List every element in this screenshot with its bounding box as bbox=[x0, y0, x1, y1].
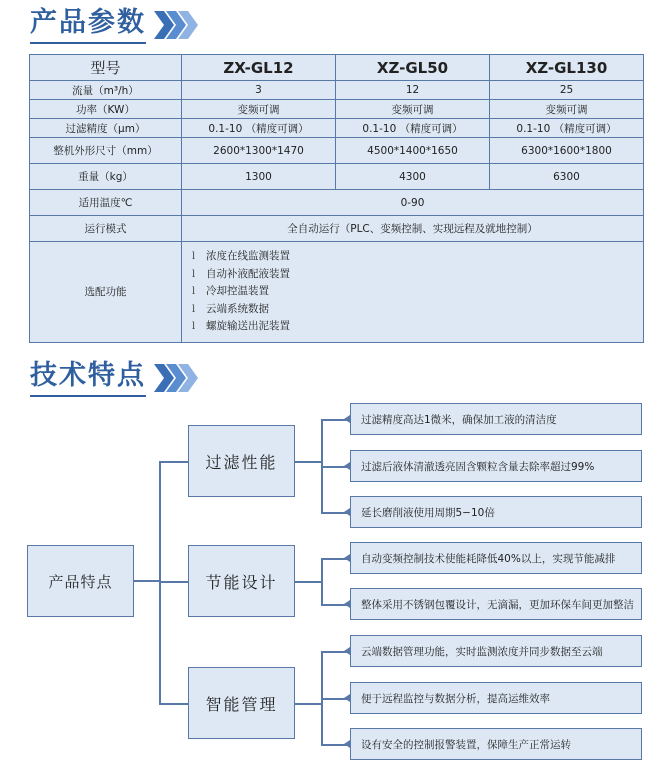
table-row bbox=[30, 216, 644, 242]
feature-item: 设有安全的控制报警装置，保障生产正常运转 bbox=[350, 728, 642, 760]
list-item bbox=[192, 283, 633, 301]
connector-line bbox=[159, 461, 161, 704]
category-node: 过滤性能 bbox=[188, 425, 295, 497]
option-text: 螺旋输送出泥装置 bbox=[206, 320, 290, 332]
table-row bbox=[30, 138, 644, 164]
model-header: ZX-GL12 bbox=[182, 55, 336, 81]
option-text: 浓度在线监测装置 bbox=[206, 250, 290, 262]
list-item bbox=[192, 318, 633, 336]
bullet: l bbox=[192, 286, 196, 297]
connector-line bbox=[134, 580, 160, 582]
cell: 2600*1300*1470 bbox=[182, 138, 336, 164]
feature-item: 过滤后液体清澈透亮固含颗粒含量去除率超过99% bbox=[350, 450, 642, 482]
cell: 0.1-10 （精度可调） bbox=[336, 119, 490, 138]
feature-item: 自动变频控制技术使能耗降低40%以上，实现节能减排 bbox=[350, 542, 642, 574]
feature-item: 过滤精度高达1微米，确保加工液的清洁度 bbox=[350, 403, 642, 435]
specs-title: 产品参数 bbox=[30, 6, 146, 44]
list-item bbox=[192, 248, 633, 266]
features-title: 技术特点 bbox=[30, 359, 146, 397]
table-row bbox=[30, 81, 644, 100]
model-header: XZ-GL50 bbox=[336, 55, 490, 81]
cell: 6300*1600*1800 bbox=[490, 138, 644, 164]
connector-line bbox=[295, 461, 322, 463]
table-row bbox=[30, 100, 644, 119]
cell: 12 bbox=[336, 81, 490, 100]
table-row bbox=[30, 190, 644, 216]
list-item bbox=[192, 301, 633, 319]
cell: 25 bbox=[490, 81, 644, 100]
cell: 变频可调 bbox=[336, 100, 490, 119]
cell: 变频可调 bbox=[182, 100, 336, 119]
category-node: 节能设计 bbox=[188, 545, 295, 617]
cell: 1300 bbox=[182, 164, 336, 190]
header-label: 型号 bbox=[30, 55, 182, 81]
row-label: 功率（KW） bbox=[30, 100, 182, 119]
row-label: 整机外形尺寸（mm） bbox=[30, 138, 182, 164]
row-label: 重量（kg） bbox=[30, 164, 182, 190]
model-header: XZ-GL130 bbox=[490, 55, 644, 81]
row-label: 流量（m³/h） bbox=[30, 81, 182, 100]
bullet: l bbox=[192, 268, 196, 280]
root-node: 产品特点 bbox=[27, 545, 134, 617]
cell: 全自动运行（PLC、变频控制、实现远程及就地控制） bbox=[182, 216, 644, 242]
connector-line bbox=[295, 703, 322, 705]
option-text: 自动补液配液装置 bbox=[206, 267, 290, 280]
features-section-title bbox=[30, 359, 198, 397]
table-row bbox=[30, 242, 644, 343]
bullet: l bbox=[192, 251, 196, 262]
row-label: 选配功能 bbox=[30, 242, 182, 343]
triple-chevron-icon bbox=[152, 9, 198, 41]
cell: 0-90 bbox=[182, 190, 644, 216]
spec-table bbox=[29, 54, 644, 343]
row-label: 过滤精度（μm） bbox=[30, 119, 182, 138]
bullet: l bbox=[192, 303, 196, 315]
bullet: l bbox=[192, 321, 196, 332]
connector-line bbox=[295, 581, 322, 583]
specs-section-title bbox=[30, 6, 198, 44]
feature-item: 便于远程监控与数据分析，提高运维效率 bbox=[350, 682, 642, 714]
options-cell bbox=[182, 242, 644, 343]
connector-line bbox=[159, 461, 188, 463]
row-label: 运行模式 bbox=[30, 216, 182, 242]
cell: 0.1-10 （精度可调） bbox=[182, 119, 336, 138]
feature-item: 延长磨削液使用周期5−10倍 bbox=[350, 496, 642, 528]
list-item bbox=[192, 266, 633, 284]
cell: 0.1-10 （精度可调） bbox=[490, 119, 644, 138]
table-header-row bbox=[30, 55, 644, 81]
table-row bbox=[30, 164, 644, 190]
table-row bbox=[30, 119, 644, 138]
cell: 3 bbox=[182, 81, 336, 100]
option-text: 冷却控温装置 bbox=[206, 285, 269, 297]
triple-chevron-icon bbox=[152, 362, 198, 394]
connector-line bbox=[159, 581, 188, 583]
cell: 4500*1400*1650 bbox=[336, 138, 490, 164]
cell: 变频可调 bbox=[490, 100, 644, 119]
cell: 6300 bbox=[490, 164, 644, 190]
cell: 4300 bbox=[336, 164, 490, 190]
category-node: 智能管理 bbox=[188, 667, 295, 739]
connector-line bbox=[159, 703, 188, 705]
feature-item: 整体采用不锈钢包覆设计，无滴漏，更加环保车间更加整洁 bbox=[350, 588, 642, 620]
connector-line bbox=[321, 558, 323, 605]
options-list bbox=[192, 248, 633, 336]
row-label: 适用温度℃ bbox=[30, 190, 182, 216]
feature-item: 云端数据管理功能，实时监测浓度并同步数据至云端 bbox=[350, 635, 642, 667]
option-text: 云端系统数据 bbox=[206, 302, 269, 315]
